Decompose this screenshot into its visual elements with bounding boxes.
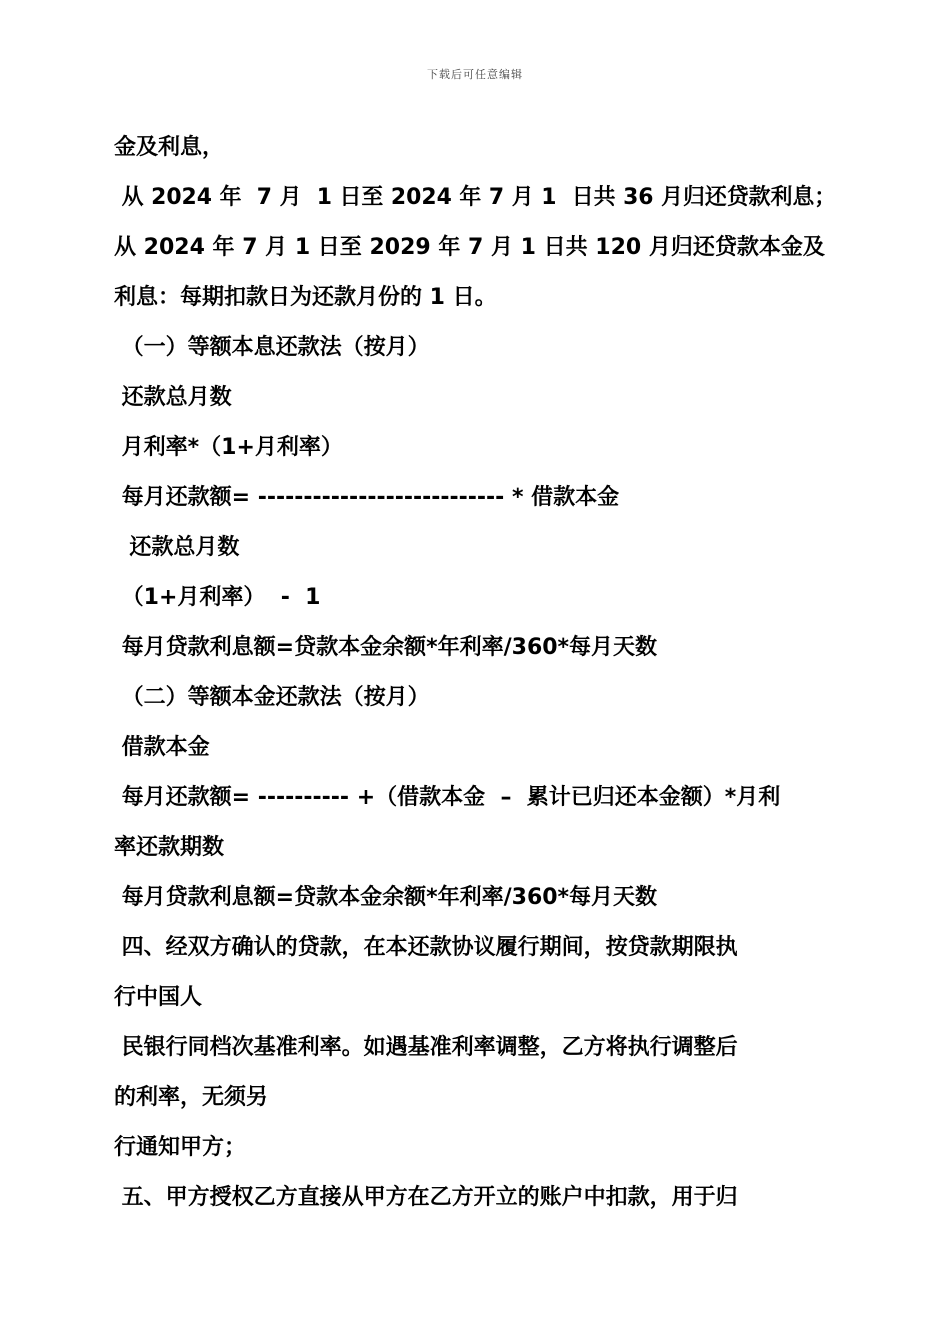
formula-line: 每月还款额= ---------- +（借款本金 – 累计已归还本金额）*月利 — [114, 785, 781, 810]
text-line: 四、经双方确认的贷款，在本还款协议履行期间，按贷款期限执 — [114, 935, 738, 960]
formula-line: 每月贷款利息额=贷款本金余额*年利率/360*每月天数 — [114, 635, 658, 660]
text-line: 金及利息， — [114, 135, 225, 160]
text-line: 行通知甲方； — [114, 1135, 247, 1160]
section-heading: （一）等额本息还款法（按月） — [114, 335, 430, 360]
formula-line: 还款总月数 — [114, 385, 232, 410]
text-line: 行中国人 — [114, 985, 203, 1010]
section-heading: （二）等额本金还款法（按月） — [114, 685, 430, 710]
text-line: 从 2024 年 7 月 1 日至 2029 年 7 月 1 日共 120 月归还贷款本金及 — [114, 235, 825, 260]
formula-line: （1+月利率） - 1 — [114, 585, 321, 610]
page-header: 下载后可任意编辑 — [427, 68, 523, 81]
formula-line: 每月还款额= --------------------------- * 借款本金 — [114, 485, 620, 510]
formula-line: 月利率*（1+月利率） — [114, 435, 343, 460]
formula-line: 每月贷款利息额=贷款本金余额*年利率/360*每月天数 — [114, 885, 658, 910]
text-line: 从 2024 年 7 月 1 日至 2024 年 7 月 1 日共 36 月归还贷款利息； — [114, 185, 837, 210]
text-line: 五、甲方授权乙方直接从甲方在乙方开立的账户中扣款，用于归 — [114, 1185, 738, 1210]
text-line: 民银行同档次基准利率。如遇基准利率调整，乙方将执行调整后 — [114, 1035, 738, 1060]
text-line: 利息：每期扣款日为还款月份的 1 日。 — [114, 285, 497, 310]
formula-line: 率还款期数 — [114, 835, 225, 860]
formula-line: 借款本金 — [114, 735, 210, 760]
text-line: 的利率，无须另 — [114, 1085, 269, 1110]
formula-line: 还款总月数 — [114, 535, 240, 560]
